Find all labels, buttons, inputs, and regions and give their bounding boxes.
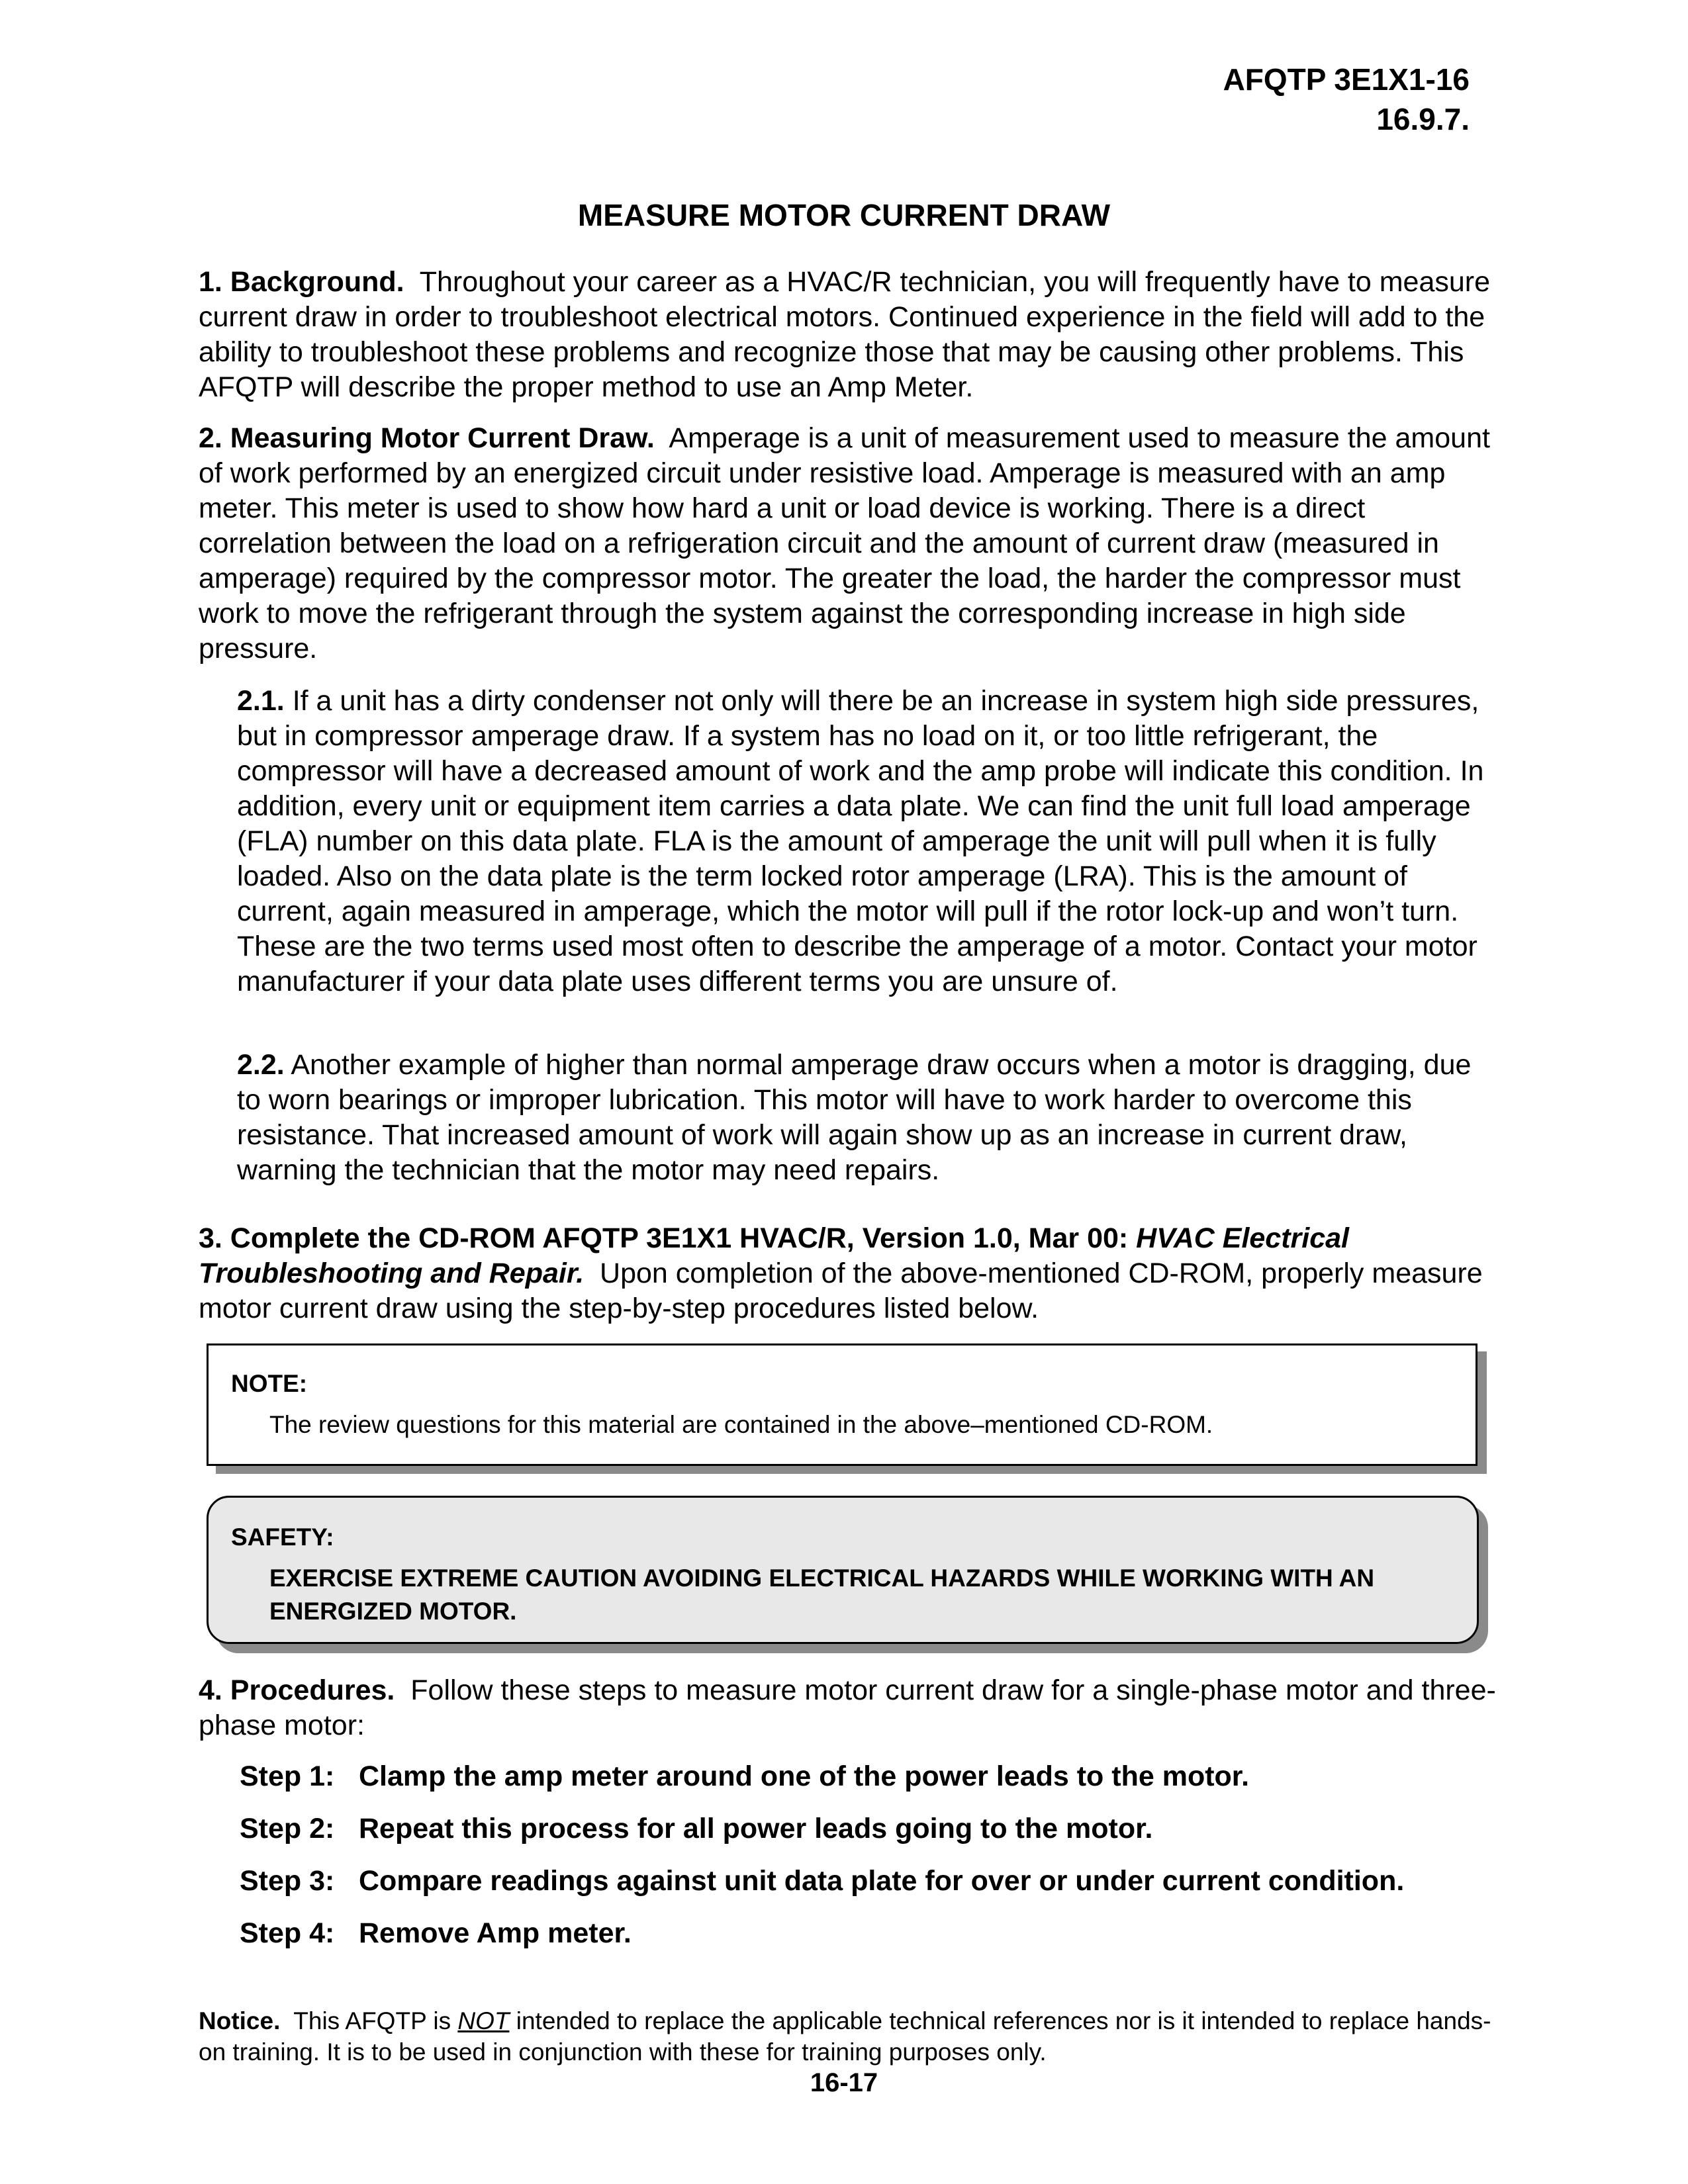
subparagraph-2-2-number: 2.2. bbox=[237, 1049, 285, 1081]
subparagraph-2-1-text: If a unit has a dirty condenser not only will there be an increase in system high side pressures, but in compressor amperage draw. If a system has no load on it, or too little refrigerant, the compressor will have a decreased amount of work and the amp probe will indicate this condition. In addition, every unit or equipment item carries a data plate. We can find the unit full load amperage (FLA) number on this data plate. FLA is the amount of amperage the unit will pull when it is fully loaded. Also on the data plate is the term locked rotor amperage (LRA). This is the amount of current, again measured in amperage, which the motor will pull if the rotor lock-up and won’t turn. These are the two terms used most often to describe the amperage of a motor. Contact your motor manufacturer if your data plate uses different terms you are unsure of. bbox=[237, 685, 1484, 997]
step-label: Step 1: bbox=[240, 1760, 335, 1792]
step-text: Compare readings against unit data plate for over or under current condition. bbox=[359, 1865, 1405, 1897]
page-number: 16-17 bbox=[810, 2068, 878, 2097]
safety-box bbox=[207, 1496, 1479, 1644]
safety-label: SAFETY: bbox=[231, 1524, 334, 1551]
page-title: MEASURE MOTOR CURRENT DRAW bbox=[577, 198, 1111, 232]
subparagraph-2-2 bbox=[237, 1048, 1501, 1188]
notice-pre: This AFQTP is bbox=[293, 2007, 451, 2034]
measuring-paragraph bbox=[199, 421, 1496, 666]
step-label: Step 4: bbox=[240, 1917, 335, 1949]
step-text: Remove Amp meter. bbox=[359, 1917, 632, 1949]
background-heading: 1. Background. bbox=[199, 266, 404, 298]
procedures-paragraph bbox=[199, 1673, 1496, 1743]
notice-paragraph bbox=[199, 2005, 1496, 2068]
cdrom-paragraph bbox=[199, 1221, 1496, 1326]
cdrom-text: Upon completion of the above-mentioned CD-ROM, properly measure motor current draw using the step-by-step procedures listed below. bbox=[199, 1257, 1483, 1324]
background-text: Throughout your career as a HVAC/R technician, you will frequently have to measure current draw in order to troubleshoot electrical motors. Continued experience in the field will add to the ability to troubleshoot these problems and recognize those that may be causing other problems. This AFQTP will describe the proper method to use an Amp Meter. bbox=[199, 266, 1491, 403]
safety-text: EXERCISE EXTREME CAUTION AVOIDING ELECTRICAL HAZARDS WHILE WORKING WITH AN ENERGIZED MOTOR. bbox=[269, 1565, 1375, 1625]
note-label: NOTE: bbox=[231, 1370, 308, 1397]
subparagraph-2-2-text: Another example of higher than normal amperage draw occurs when a motor is dragging, due to worn bearings or improper lubrication. This motor will have to work harder to overcome this resistance. That increased amount of work will again show up as an increase in current draw, warning the technician that the motor may need repairs. bbox=[237, 1049, 1472, 1186]
note-box bbox=[207, 1343, 1477, 1466]
step-item bbox=[240, 1916, 632, 1951]
measuring-text: Amperage is a unit of measurement used to measure the amount of work performed by an energized circuit under resistive load. Amperage is measured with an amp meter. This meter is used to show how hard a unit or load device is working. There is a direct correlation between the load on a refrigeration circuit and the amount of current draw (measured in amperage) required by the compressor motor. The greater the load, the harder the compressor must work to move the refrigerant through the system against the corresponding increase in high side pressure. bbox=[199, 422, 1490, 664]
notice-label: Notice. bbox=[199, 2007, 281, 2034]
procedures-text: Follow these steps to measure motor current draw for a single-phase motor and three-phase motor: bbox=[199, 1674, 1496, 1741]
section-number: 16.9.7. bbox=[1376, 102, 1470, 136]
step-item bbox=[240, 1811, 1152, 1846]
step-label: Step 2: bbox=[240, 1813, 335, 1844]
course-title: HVAC Electrical Troubleshooting and Repair. bbox=[199, 1222, 1349, 1289]
notice-emphasis: NOT bbox=[457, 2007, 510, 2034]
subparagraph-2-1 bbox=[237, 684, 1501, 999]
background-paragraph bbox=[199, 265, 1496, 405]
cdrom-heading: 3. Complete the CD-ROM AFQTP 3E1X1 HVAC/R, Version 1.0, Mar 00: bbox=[199, 1222, 1129, 1254]
note-text: The review questions for this material are contained in the above–mentioned CD-ROM. bbox=[269, 1411, 1213, 1438]
subparagraph-2-1-number: 2.1. bbox=[237, 685, 285, 717]
measuring-heading: 2. Measuring Motor Current Draw. bbox=[199, 422, 655, 454]
step-label: Step 3: bbox=[240, 1865, 335, 1897]
notice-post: intended to replace the applicable technical references nor is it intended to replace hands-on training. It is to be used in conjunction with these for training purposes only. bbox=[199, 2007, 1491, 2066]
document-id: AFQTP 3E1X1-16 bbox=[1223, 62, 1470, 97]
step-text: Repeat this process for all power leads going to the motor. bbox=[359, 1813, 1153, 1844]
page-header bbox=[1223, 60, 1470, 139]
step-item bbox=[240, 1864, 1404, 1899]
step-item bbox=[240, 1759, 1249, 1794]
procedures-heading: 4. Procedures. bbox=[199, 1674, 395, 1706]
step-text: Clamp the amp meter around one of the power leads to the motor. bbox=[359, 1760, 1250, 1792]
